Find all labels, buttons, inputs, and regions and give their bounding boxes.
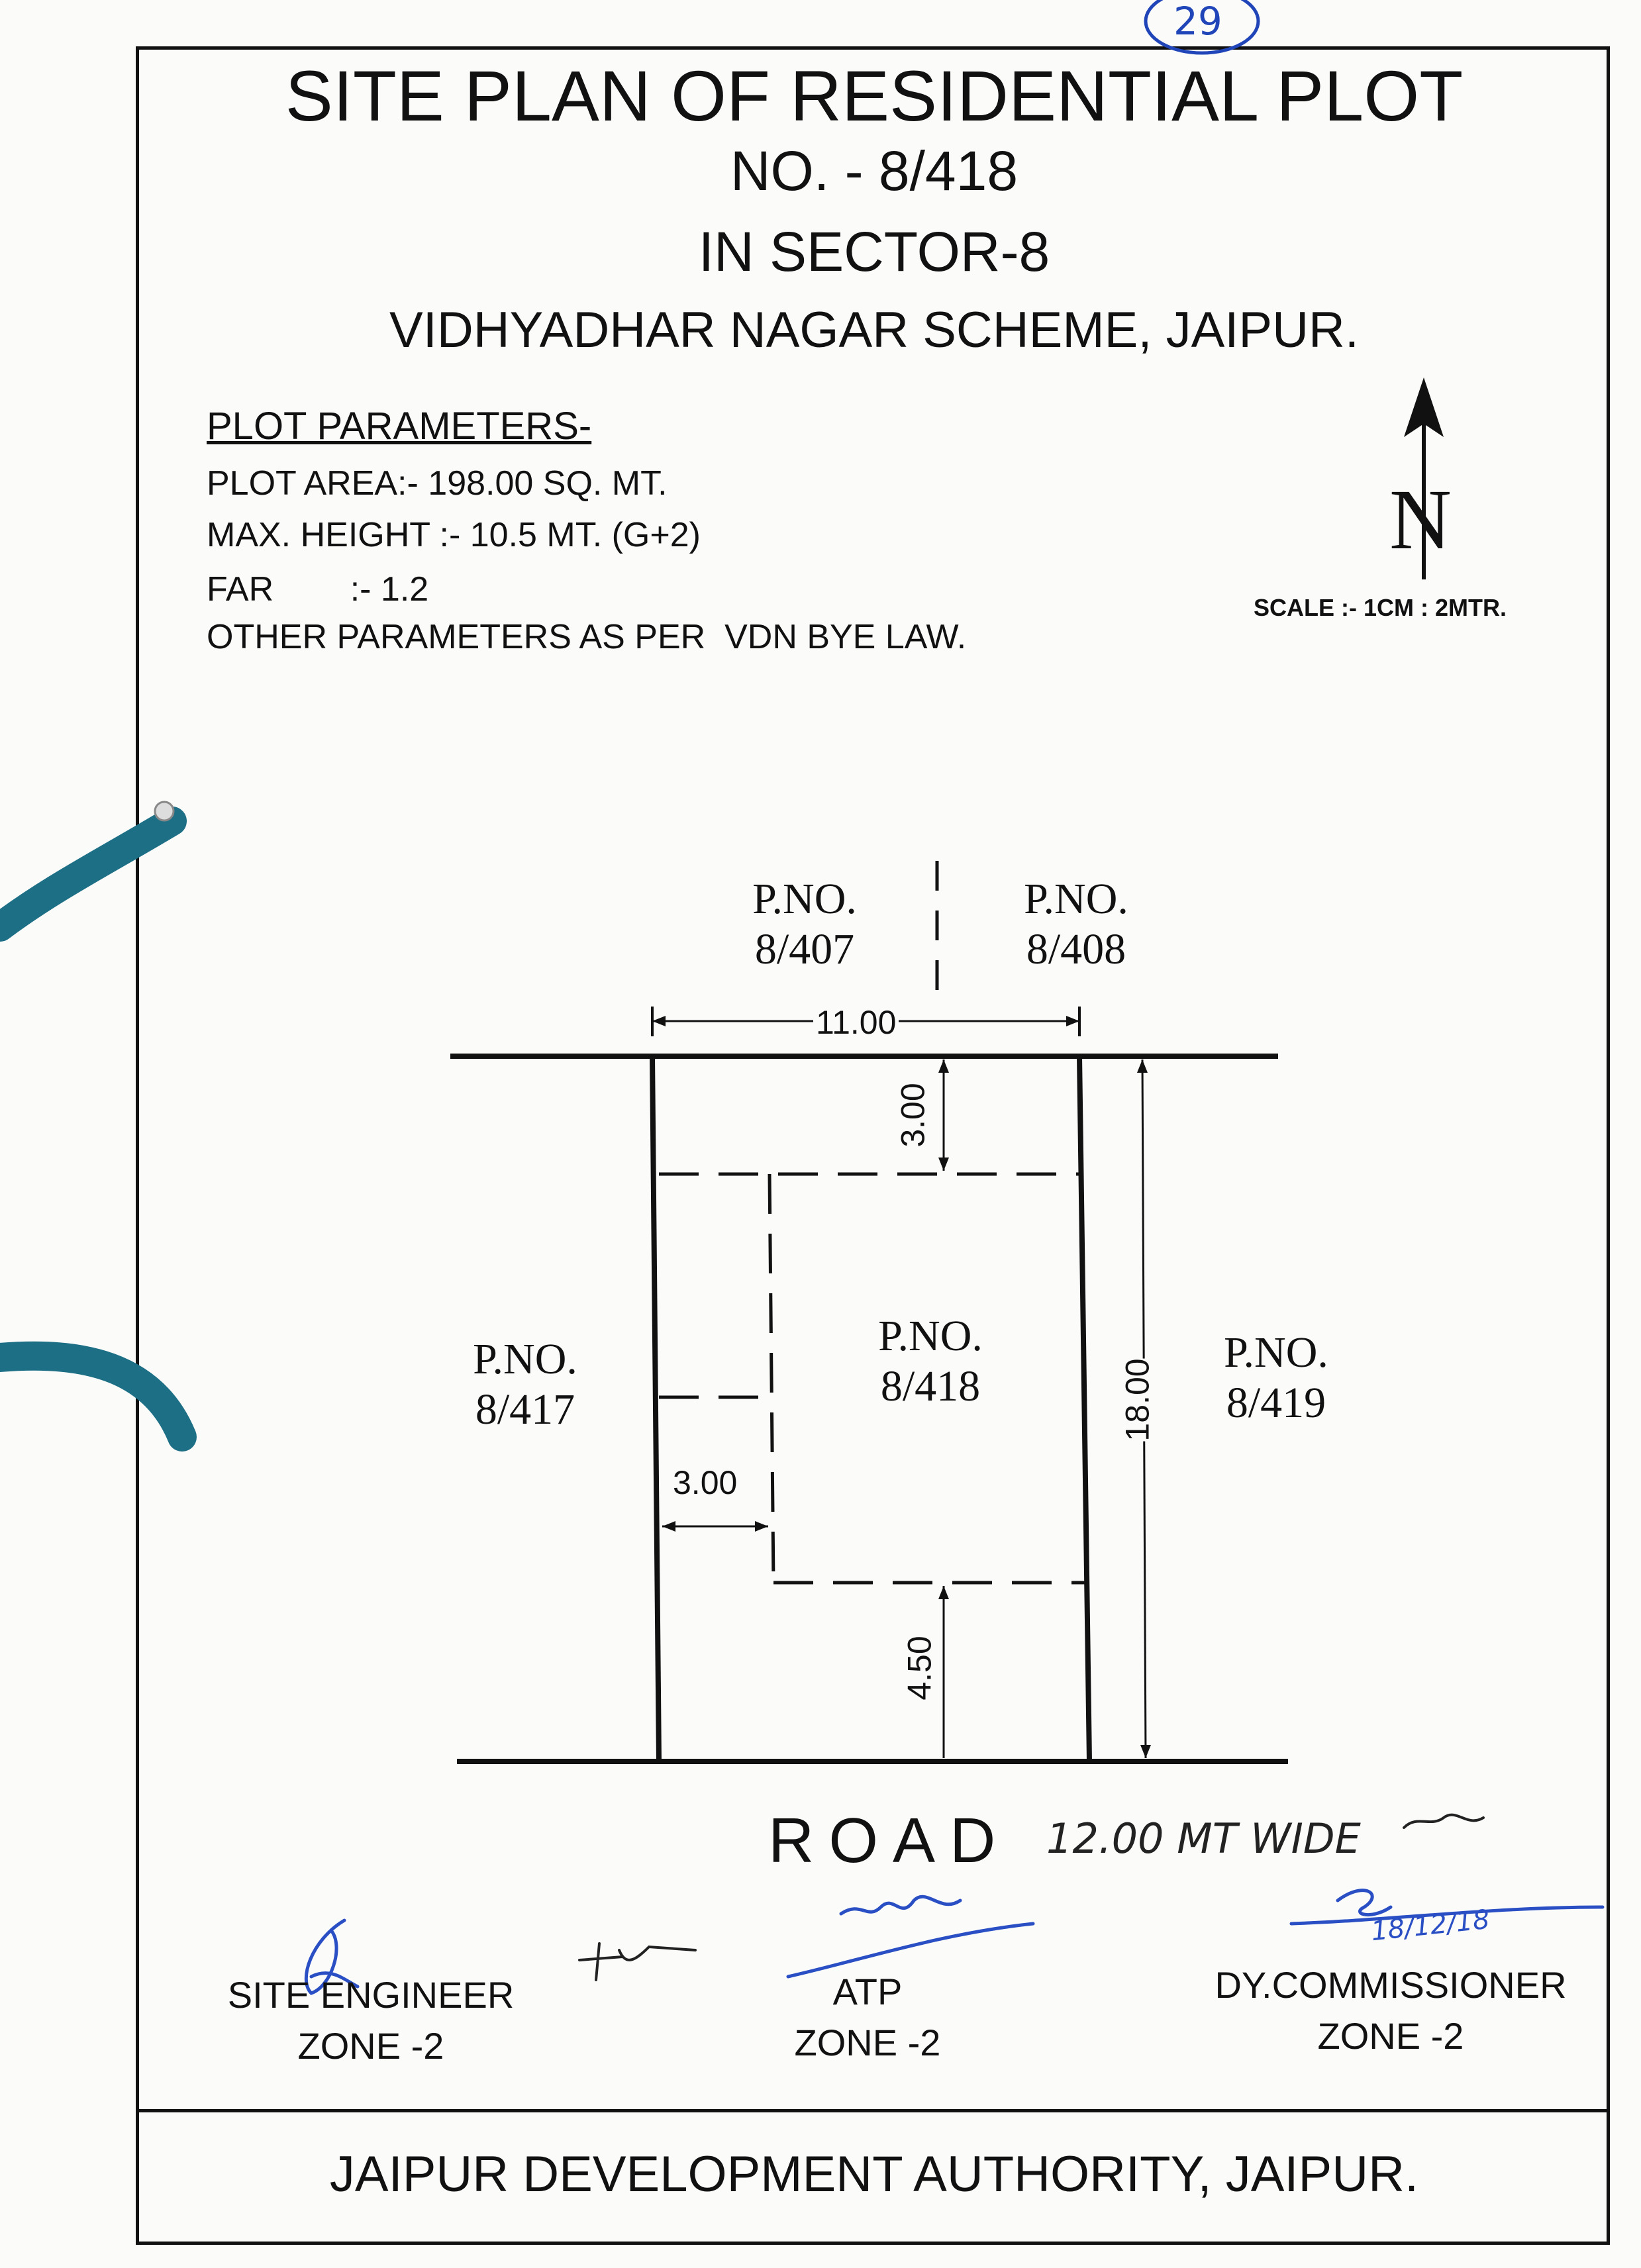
plot-label-text: P.NO. bbox=[752, 875, 857, 923]
plot-number-text: 8/407 bbox=[754, 925, 855, 973]
parameter-far: FAR :- 1.2 bbox=[207, 570, 429, 609]
sector-heading: IN SECTOR-8 bbox=[698, 221, 1050, 283]
signatory-zone: ZONE -2 bbox=[794, 2022, 941, 2063]
signatory-zone: ZONE -2 bbox=[297, 2025, 444, 2067]
plot-label-text: P.NO. bbox=[1224, 1328, 1328, 1377]
atp-signature bbox=[788, 1897, 1033, 1977]
signatory-atp bbox=[735, 1970, 1000, 2064]
parameter-plot-area: PLOT AREA:- 198.00 SQ. MT. bbox=[207, 464, 668, 503]
plot-label-text: P.NO. bbox=[1024, 875, 1128, 923]
road-note-initials bbox=[1404, 1815, 1483, 1828]
plot-number-heading: NO. - 8/418 bbox=[730, 140, 1019, 202]
document-title: SITE PLAN OF RESIDENTIAL PLOT bbox=[285, 56, 1464, 136]
signatory-dy-commissioner bbox=[1179, 1963, 1603, 2057]
plot-number-text: 8/408 bbox=[1026, 925, 1126, 973]
scale-note: SCALE :- 1CM : 2MTR. bbox=[1254, 594, 1507, 621]
parameters-heading: PLOT PARAMETERS- bbox=[207, 405, 592, 448]
signatory-title: ATP bbox=[832, 1971, 903, 2012]
footer-authority: JAIPUR DEVELOPMENT AUTHORITY, JAIPUR. bbox=[329, 2146, 1419, 2202]
plot-number-text: 8/418 bbox=[880, 1362, 981, 1410]
signatory-title: SITE ENGINEER bbox=[227, 1974, 515, 2016]
page-number-mark: 29 bbox=[1173, 0, 1222, 44]
road-width-handwritten: 12.00 MT WIDE bbox=[1046, 1814, 1361, 1863]
signatory-title: DY.COMMISSIONER bbox=[1215, 1964, 1567, 2006]
parameter-max-height: MAX. HEIGHT :- 10.5 MT. (G+2) bbox=[207, 516, 701, 554]
signatory-site-engineer bbox=[199, 1973, 543, 2067]
side-setback-label: 3.00 bbox=[673, 1464, 738, 1501]
scheme-heading: VIDHYADHAR NAGAR SCHEME, JAIPUR. bbox=[389, 302, 1359, 358]
rear-setback-label: 4.50 bbox=[901, 1636, 938, 1701]
depth-dimension-label: 18.00 bbox=[1119, 1358, 1156, 1442]
plot-number-text: 8/417 bbox=[475, 1385, 575, 1434]
parameter-other: OTHER PARAMETERS AS PER VDN BYE LAW. bbox=[207, 618, 967, 656]
initials-mark bbox=[579, 1944, 695, 1980]
north-letter: N bbox=[1389, 472, 1452, 567]
plot-label-text: P.NO. bbox=[473, 1335, 577, 1383]
plot-number-text: 8/419 bbox=[1226, 1379, 1326, 1427]
width-dimension-label: 11.00 bbox=[813, 1003, 899, 1042]
front-setback-label: 3.00 bbox=[894, 1083, 932, 1148]
road-label: ROAD bbox=[768, 1805, 1011, 1876]
signatory-zone: ZONE -2 bbox=[1317, 2015, 1464, 2057]
handwritten-date: 18/12/18 bbox=[1369, 1904, 1491, 1948]
plot-label-text: P.NO. bbox=[878, 1312, 983, 1360]
